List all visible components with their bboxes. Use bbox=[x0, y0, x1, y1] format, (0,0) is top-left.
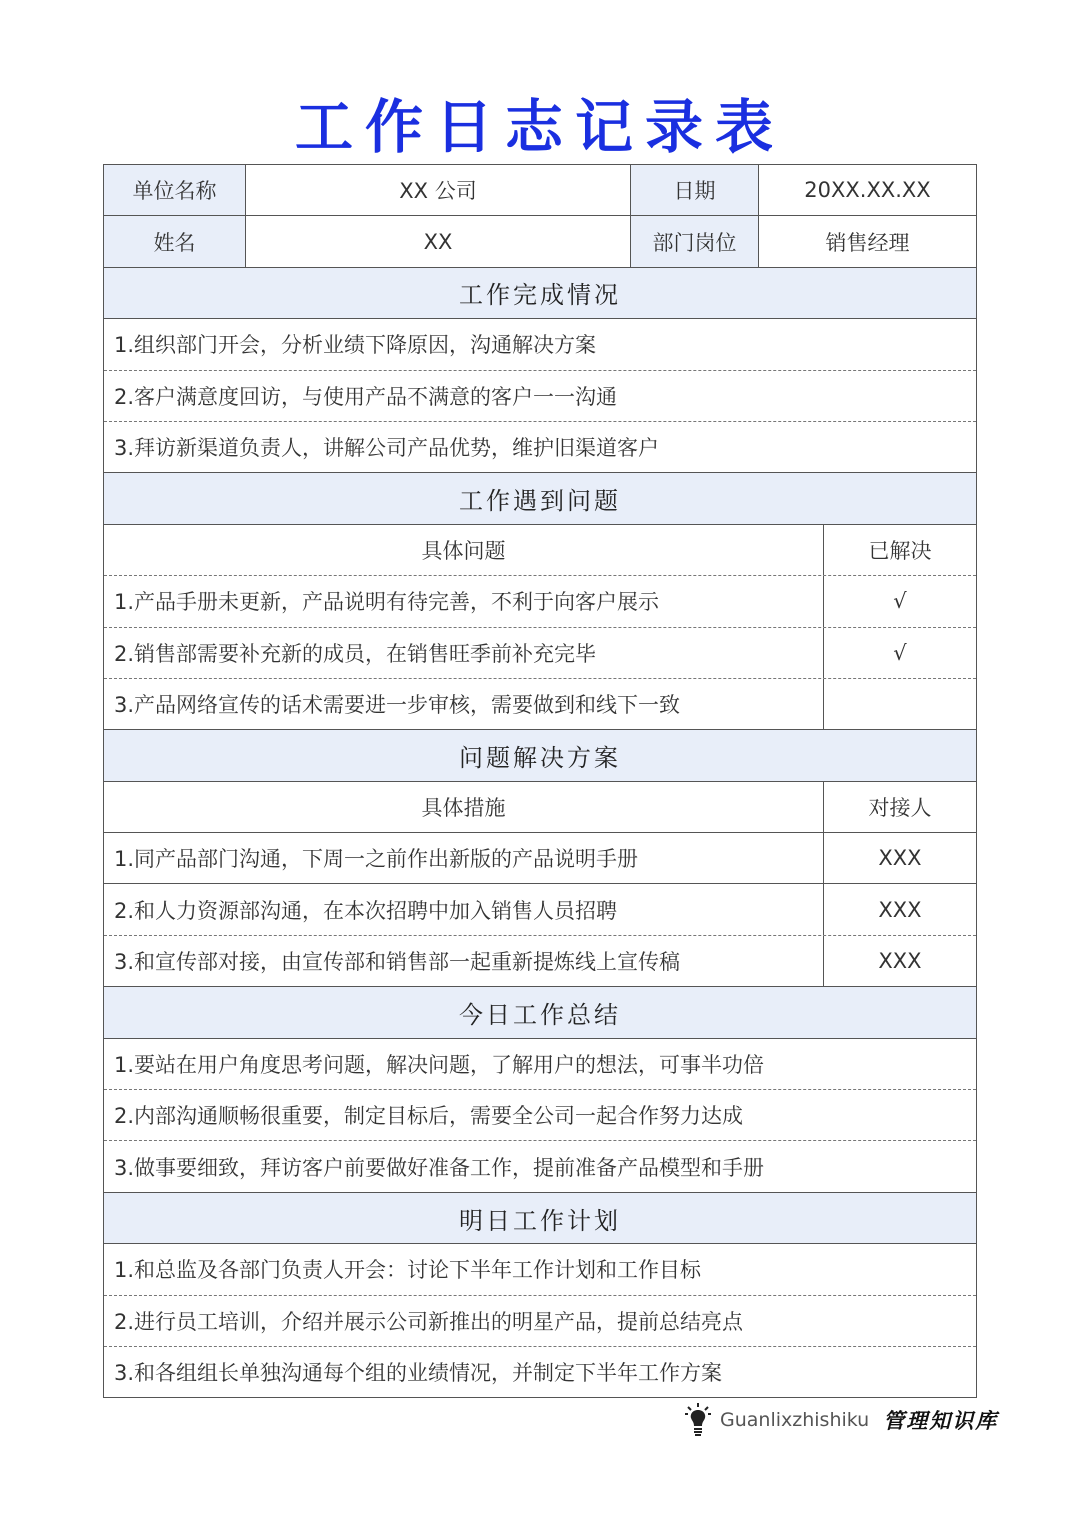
contact: XXX bbox=[823, 936, 976, 986]
problem-text: 2.销售部需要补充新的成员，在销售旺季前补充完毕 bbox=[114, 641, 597, 666]
table-row bbox=[104, 678, 976, 729]
watermark-cn: 管理知识库 bbox=[883, 1408, 999, 1433]
dept-label: 部门岗位 bbox=[630, 216, 758, 266]
column-header: 对接人 bbox=[823, 782, 976, 832]
watermark-en: Guanlixzhishiku bbox=[720, 1409, 870, 1431]
solved-mark: √ bbox=[823, 576, 976, 626]
unit-value: XX 公司 bbox=[245, 165, 630, 215]
watermark bbox=[684, 1402, 998, 1438]
contact: XXX bbox=[823, 884, 976, 934]
list-item: 1.和总监及各部门负责人开会：讨论下半年工作计划和工作目标 bbox=[114, 1258, 702, 1283]
section-heading-completion: 工作完成情况 bbox=[104, 268, 976, 318]
column-header: 具体问题 bbox=[421, 538, 506, 563]
contact: XXX bbox=[823, 833, 976, 883]
list-item: 3.做事要细致，拜访客户前要做好准备工作，提前准备产品模型和手册 bbox=[114, 1155, 765, 1180]
column-header: 已解决 bbox=[823, 525, 976, 575]
section-heading-problems: 工作遇到问题 bbox=[104, 473, 976, 523]
list-item: 1.组织部门开会，分析业绩下降原因，沟通解决方案 bbox=[114, 333, 597, 358]
table-row bbox=[104, 832, 976, 883]
list-item: 2.内部沟通顺畅很重要，制定目标后，需要全公司一起合作努力达成 bbox=[114, 1104, 744, 1129]
table-row bbox=[104, 935, 976, 986]
table-row bbox=[104, 883, 976, 934]
info-row-1 bbox=[104, 165, 976, 215]
section-heading-summary: 今日工作总结 bbox=[104, 987, 976, 1037]
problem-text: 3.产品网络宣传的话术需要进一步审核，需要做到和线下一致 bbox=[114, 693, 681, 718]
section-heading-plan: 明日工作计划 bbox=[104, 1193, 976, 1243]
problem-text: 1.产品手册未更新，产品说明有待完善，不利于向客户展示 bbox=[114, 590, 660, 615]
page-title: 工作日志记录表 bbox=[294, 93, 785, 161]
table-row bbox=[104, 575, 976, 626]
name-label: 姓名 bbox=[104, 216, 245, 266]
solved-mark bbox=[823, 679, 976, 729]
date-label: 日期 bbox=[630, 165, 758, 215]
dept-value: 销售经理 bbox=[758, 216, 976, 266]
section-heading-solutions: 问题解决方案 bbox=[104, 730, 976, 780]
column-header: 具体措施 bbox=[421, 795, 506, 820]
solution-text: 2.和人力资源部沟通，在本次招聘中加入销售人员招聘 bbox=[114, 898, 618, 923]
work-log-table bbox=[103, 164, 977, 1398]
list-item: 2.进行员工培训，介绍并展示公司新推出的明星产品，提前总结亮点 bbox=[114, 1309, 744, 1334]
lightbulb-icon bbox=[684, 1402, 712, 1438]
list-item: 1.要站在用户角度思考问题，解决问题，了解用户的想法，可事半功倍 bbox=[114, 1052, 765, 1077]
date-value: 20XX.XX.XX bbox=[758, 165, 976, 215]
list-item: 3.拜访新渠道负责人，讲解公司产品优势，维护旧渠道客户 bbox=[114, 436, 660, 461]
name-value: XX bbox=[245, 216, 630, 266]
list-item: 2.客户满意度回访，与使用产品不满意的客户一一沟通 bbox=[114, 384, 618, 409]
table-row bbox=[104, 627, 976, 678]
info-row-2 bbox=[104, 215, 976, 266]
solution-text: 3.和宣传部对接，由宣传部和销售部一起重新提炼线上宣传稿 bbox=[114, 950, 681, 975]
solved-mark: √ bbox=[823, 628, 976, 678]
solution-text: 1.同产品部门沟通，下周一之前作出新版的产品说明手册 bbox=[114, 847, 639, 872]
list-item: 3.和各组组长单独沟通每个组的业绩情况，并制定下半年工作方案 bbox=[114, 1361, 723, 1386]
unit-label: 单位名称 bbox=[104, 165, 245, 215]
